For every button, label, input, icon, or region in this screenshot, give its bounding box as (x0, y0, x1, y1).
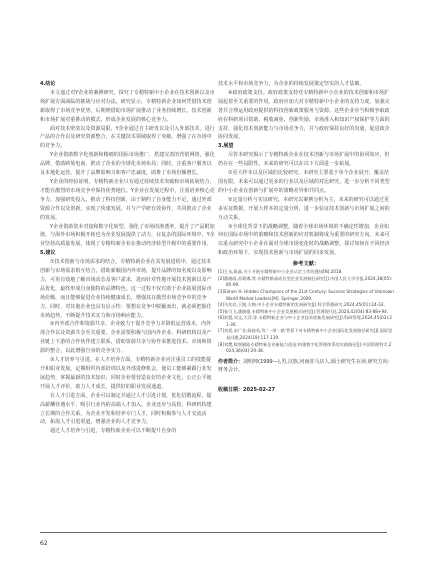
paragraph: ②定量分析与实证研究。本研究以案例分析为主，未来的研究可以通过更多实证数据，开展大样本的定量分析，进一步验证技术创新与市场扩展之间的互动关系。 (218, 196, 390, 221)
paragraph-continued: 技术水平和市场竞争力，为企业的持续发展奠定坚实的人才基础。 (218, 81, 365, 87)
reference-item: [7]刘爱,宋广业,陈桂英,等.'一带一路'背景下对专精特新中小企业国际化发展路径研究[J].国际贸易问题,2024(19):117-119. (218, 328, 393, 341)
reference-item: [2]董晓雨,苏莉娜,等.专精特新高成长型企业发展路径研究[J].中国人民大学学报,2024,38(05):85-99. (218, 275, 393, 288)
left-column (40, 80, 216, 436)
paragraph: 在人才引进方面，企业可以制定并通过人才引进计划，优化招聘流程，提高薪酬待遇水平，吸引行业内的高端人才加入。企业还应与高校、科研机构建立长期的合作关系，为企业开发和培养专门人才，同时积极参与人才交流活动，拓展人才引进渠道，增强企业的人才竞争力。 (40, 392, 212, 426)
received-label: 收稿日期： (218, 387, 244, 394)
paragraph: ④政府政策支持。政府政策支持对专精特新中小企业的技术创新和市场扩展起着至关重要的作用。政府应加大对专精特新中小企业的支持力度，加强完善并合理运用政府提供的科技创新政策服务与资源。这些企业应当积极争取政府在科研项目资助、税收减免、创新奖励、市场准入和知识产权保护等方面的支持，强化技术创新能力与市场竞争力，并与政府保持良好的沟通，促进政企协同发展。 (218, 89, 390, 141)
paragraph: ③全球化背景下的战略调整。随着全球市场环境的不确定性增加，企业如何在国际市场中的策略和技术创新的应对机制将成为重要的研究方向。未来可以重点研究中小企业在面对全球市场变化时的战略调整，探讨如何在不同经济和政治环境下，实现技术创新与市场扩展的同步发展。 (218, 223, 390, 257)
paragraph: Y企业借助数字化创新和精细的国际市场推广，搭建完善的营销网络，强化品牌，借助跨境电商，推动了企业的全球化市场布局；同时，注重客户服务以及本地化运营，提升了品牌影响力和客户忠诚度，助推了市场份额增长。 (40, 152, 215, 177)
author-bio-text: 刘明帅(1999—),男,汉族,河南驻马店人,硕士研究生在读,研究方向:财务会计。 (218, 358, 390, 374)
references-title: 参考文献： (292, 261, 320, 268)
author-bio (218, 358, 394, 374)
paragraph: 面对技术壁垒以及资源局限，Y企业通过自主研发以及引入外部技术，进行产品的合作以及研究资源整合，在关键技术领域取得了突破，增强了在市场中的竞争力。 (40, 125, 215, 150)
received-value: 2025-02-27 (243, 387, 275, 394)
reference-item: [5]张可飞,潘晓俊.专精特新中小企业发展模式研究[J].管理现代化,2024,42(04):83-88+94. (218, 308, 389, 314)
paragraph: ①更大样本以及区域的比较研究。本研究主要基于单个企业展开，覆盖范围有限。未来可以通过更多的行业以及区域的对比研究，进一步分析不同类型的中小企业在创新与扩展中的策略差异和共同点。 (218, 170, 390, 194)
right-column (218, 80, 394, 394)
reference-item: [6]余慧,刘文,大萍,等.专精特新企业与中小企业技术创新发展研究[J].科研管理,2024,45(03):21-36. (218, 315, 393, 327)
paragraph: 通过人才培养与引进，专精特新企业可以不断提升自身的 (50, 428, 177, 435)
reference-item: [1]王永,陈晶.关于开展专精特新中小企业认定工作的通知[N].2018. (218, 269, 343, 275)
paragraph: 尽管本研究揭示了专精特新企业在技术创新与市场扩展中的协同效应，但仍存在一些局限性，未来的研究可以在以下方面进一步拓展。 (218, 152, 390, 168)
conclusion-heading: 4.结论 (40, 81, 56, 87)
paragraph: ①技术创新与市场需求的结合。专精特新企业在其发展进程中，通过技术创新与市场需求相互结合，借助新颖国内外市场，提升品牌的知名度以及影响力，可更有效地了解市场动态及客户需求，进而针对性地开展技术创新以及产品优化，最终形成自身独特的品牌特色。这一过程不仅有助于企业拓展国际市场份额，而且能够促进企业持续健康成长，增强其在激烈市场竞争中的竞争力。同时，对其他企业也具有启示性：要想在竞争中脱颖而出，就必须把握住市场趋势，不断提升技术实力和市场响应能力。 (40, 259, 212, 319)
reference-item: [3]Simon H. Hidden Champions of the 21st Century: Success Strategies of Unknown World Market Leaders[M]. Springer,2009. (218, 288, 394, 301)
outlook-heading: 3.展望 (218, 143, 234, 150)
author-bio-label: 作者简介： (218, 358, 244, 365)
paragraph: 本文通过对Y企业的案例研究，探究了专精特新中小企业在技术创新以及市场扩展方面面临的挑战与应对办法。研究显示，专精特新企业如何凭借技术创新取得了市场竞争优势，后期则借助市场扩展推动了业务持续增长。技术创新和市场扩展对重推动的模式，形成企业发展的核心竞争力。 (40, 89, 215, 123)
page-number: 62 (40, 540, 48, 547)
paragraph: ②内外部合作和资源共享。企业致力于提升竞争力并降低运营成本，内外部合作以及资源共享至关重要。企业需要积极与国内外企业、科研机构以及产业链上下游的合作伙伴建立联系，借助资源共享与协作来推进技术、市场和资源的整合，以此增强自身的竞争实力。 (40, 321, 212, 355)
paragraph: Y企业借助资本对接和数字化转型，强化了市场的渗透率，提升了产品附加值，与海外市场积极开拓也为企业发展提供了动力，在复杂的国际环境中，Y企业坚持高质量发展，体现了专精特新企业在推动经济转型升级中的重要作用。 (40, 223, 215, 248)
reference-item: [4]马兆岩,王媛,方梅.中小企业专精特新的发展研究[J].科学管理研究,2024,45(01):24-33. (218, 302, 385, 308)
paragraph: ③人才培养与引进。在人才培养方面，专精特新企业应注重员工的技能提升和职业发展，定期组织内部培训以及外部进修机会，使员工能够紧跟行业发展趋势，掌握最新的技术知识；同时企业要营造良好的企业文化，公正公平地开展人才评价，助力人才成长，提供好的职业发展通道。 (40, 357, 212, 390)
suggestions-heading: 5.建议 (40, 250, 56, 257)
footer-rule (40, 532, 387, 533)
received-date (218, 386, 394, 394)
paragraph: Y企业的经验证明，专精特新企业只有通过持续技术突破和市场拓展结合，才能在激烈的市场竞争中保持优势地位。Y企业在发展过程中，注重培养核心竞争力，加强研发投入，推动了科技创新，由于制约了自身能力不足，通过外部资源合作以及创新，实现了快速发展，并与产学研有效协作，共同推动了企业的发展。 (40, 178, 215, 221)
reference-item: [8]刘樊,数智赋能专精特新企业新能力创造:构建数字化管理体系的实践路径[J].中国管理科学,2024,36(04):29-38. (218, 341, 392, 354)
